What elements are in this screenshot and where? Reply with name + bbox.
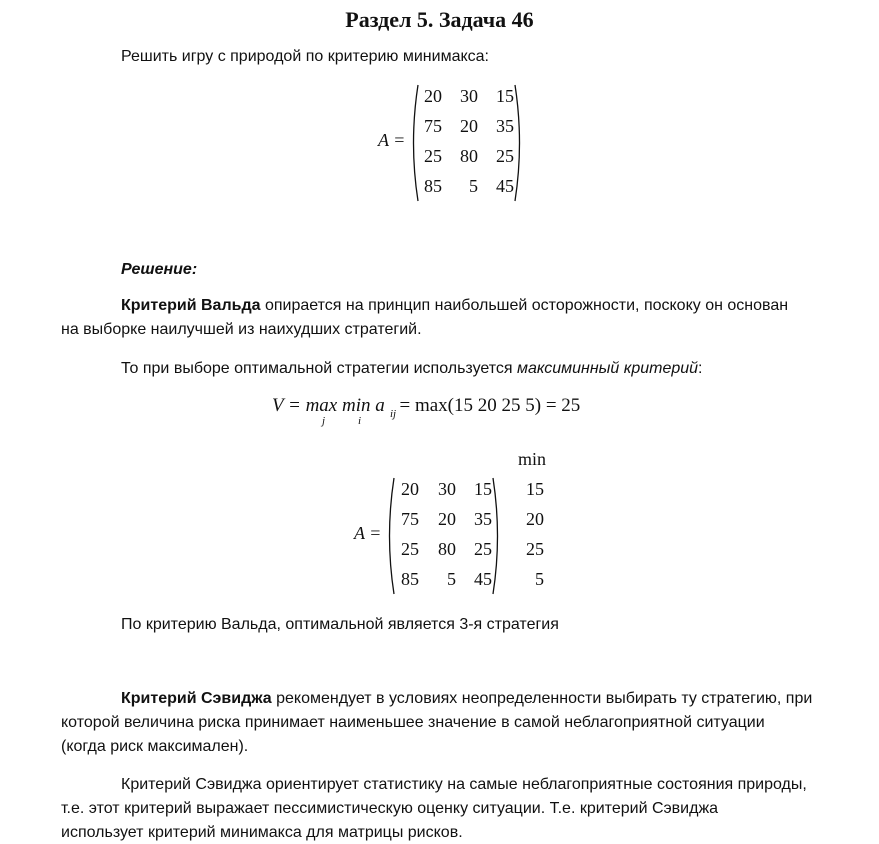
row-min-cell: 20 bbox=[526, 509, 544, 529]
wald-formula bbox=[272, 395, 581, 427]
matrix-cell: 85 bbox=[401, 569, 419, 589]
right-paren bbox=[513, 82, 525, 204]
matrix-cell: 5 bbox=[447, 569, 456, 589]
payoff-matrix-1 bbox=[378, 82, 538, 207]
formula-sub-j: j bbox=[322, 415, 326, 427]
matrix-cell: 25 bbox=[401, 539, 419, 559]
savage-paragraph2-line2: т.е. этот критерий выражает пессимистическую оценку ситуации. Т.е. критерий Сэвиджа bbox=[61, 800, 719, 817]
matrix-cell: 30 bbox=[460, 86, 478, 106]
matrix-cell: 25 bbox=[474, 539, 492, 559]
savage-paragraph-line2: которой величина риска принимает наименьшее значение в самой неблагоприятной ситуации bbox=[61, 714, 765, 731]
task-statement: Решить игру с природой по критерию минимакса: bbox=[121, 48, 489, 65]
matrix-cell: 80 bbox=[438, 539, 456, 559]
matrix-cell: 80 bbox=[460, 146, 478, 166]
row-min-cell: 5 bbox=[535, 569, 544, 589]
wald-term: Критерий Вальда bbox=[121, 297, 261, 314]
formula-lhs: V = max min a bbox=[272, 395, 385, 416]
payoff-matrix-2 bbox=[354, 475, 554, 600]
row-min-cell: 25 bbox=[526, 539, 544, 559]
matrix-cell: 85 bbox=[424, 176, 442, 196]
maximin-term: максиминный критерий bbox=[517, 360, 699, 377]
savage-paragraph2-line1: Критерий Сэвиджа ориентирует статистику на самые неблагоприятные состояния природы, bbox=[121, 776, 807, 793]
wald-paragraph-line1 bbox=[121, 294, 788, 317]
matrix-cell: 5 bbox=[469, 176, 478, 196]
matrix-cell: 75 bbox=[401, 509, 419, 529]
matrix-cell: 25 bbox=[424, 146, 442, 166]
savage-term: Критерий Сэвиджа bbox=[121, 690, 272, 707]
matrix-cell: 30 bbox=[438, 479, 456, 499]
wald-intro-end: : bbox=[698, 360, 703, 377]
savage-paragraph2-line3: использует критерий минимакса для матрицы рисков. bbox=[61, 824, 463, 841]
savage-text: рекомендует в условиях неопределенности выбирать ту стратегию, при bbox=[271, 690, 813, 707]
page-title: Раздел 5. Задача 46 bbox=[345, 7, 534, 32]
min-column-header: min bbox=[518, 449, 547, 469]
matrix-cell: 25 bbox=[496, 146, 514, 166]
matrix-cell: 75 bbox=[424, 116, 442, 136]
matrix-cell: 45 bbox=[496, 176, 514, 196]
matrix-label: A = bbox=[354, 523, 382, 543]
matrix-cell: 15 bbox=[496, 86, 514, 106]
wald-intro bbox=[121, 357, 703, 380]
matrix-cell: 45 bbox=[474, 569, 492, 589]
matrix-cell: 20 bbox=[401, 479, 419, 499]
right-paren bbox=[491, 475, 503, 597]
savage-paragraph-line1 bbox=[121, 687, 812, 710]
wald-conclusion: По критерию Вальда, оптимальной является 3-я стратегия bbox=[121, 616, 559, 633]
savage-paragraph-line3: (когда риск максимален). bbox=[61, 738, 249, 755]
matrix-cell: 20 bbox=[438, 509, 456, 529]
matrix-cell: 15 bbox=[474, 479, 492, 499]
formula-rhs: = max(15 20 25 5) = 25 bbox=[399, 395, 581, 416]
solution-heading: Решение: bbox=[121, 261, 198, 278]
matrix-cell: 35 bbox=[474, 509, 492, 529]
formula-sub-ij: ij bbox=[390, 408, 397, 420]
matrix-cell: 35 bbox=[496, 116, 514, 136]
wald-intro-text: То при выборе оптимальной стратегии используется bbox=[121, 360, 518, 377]
matrix-label: A = bbox=[378, 130, 406, 150]
matrix-cell: 20 bbox=[460, 116, 478, 136]
wald-text: опирается на принцип наибольшей осторожности, поскоку он основан bbox=[260, 297, 789, 314]
row-min-cell: 15 bbox=[526, 479, 544, 499]
wald-paragraph-line2: на выборке наилучшей из наихудших стратегий. bbox=[61, 321, 422, 338]
matrix-cell: 20 bbox=[424, 86, 442, 106]
formula-sub-i: i bbox=[358, 415, 362, 427]
